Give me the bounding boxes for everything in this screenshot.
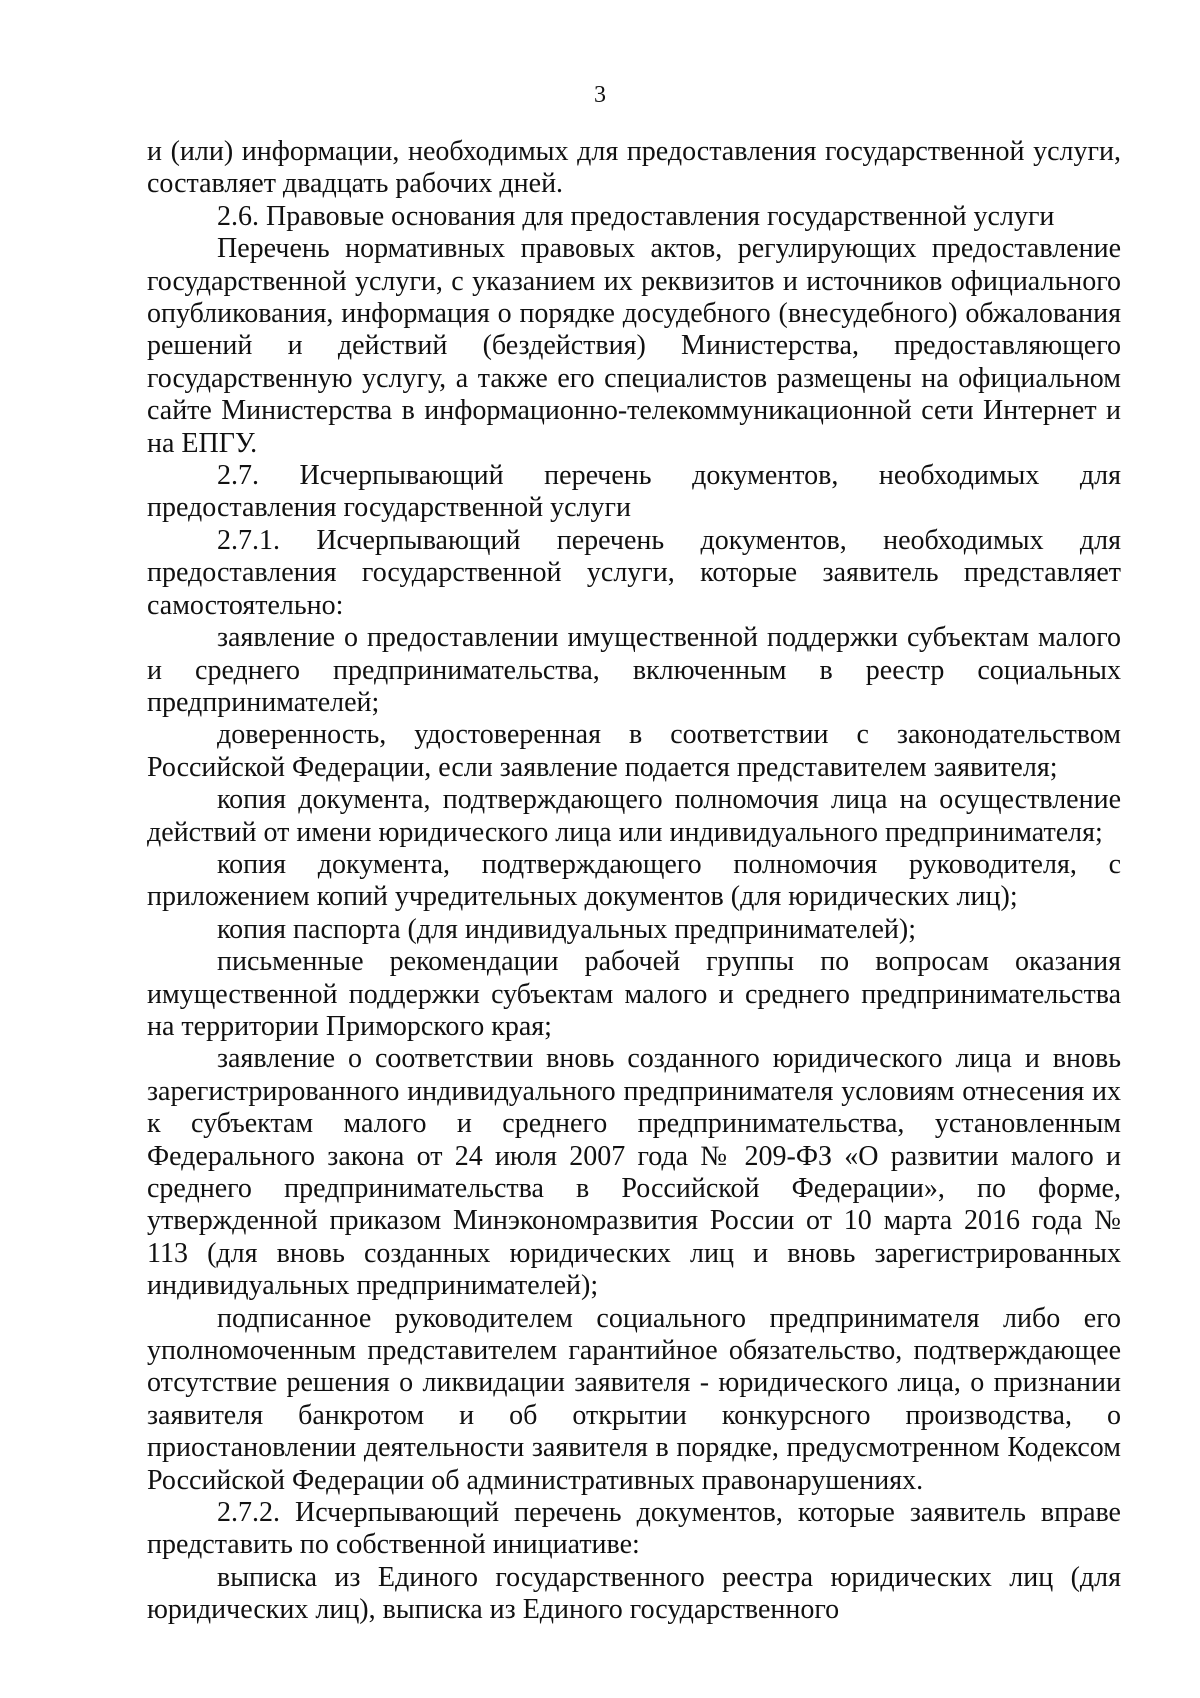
- list-item-application: заявление о предоставлении имущественной поддержки субъектам малого и среднего предпринимательства, включенным в реестр социальных предпринимателей;: [147, 622, 1121, 718]
- section-heading-2-7: 2.7. Исчерпывающий перечень документов, необходимых для предоставления государственной услуги: [147, 460, 1121, 524]
- section-heading-2-7-2: 2.7.2. Исчерпывающий перечень документов, которые заявитель вправе представить по собственной инициативе:: [147, 1497, 1121, 1561]
- paragraph-continuation: и (или) информации, необходимых для предоставления государственной услуги, составляет двадцать рабочих дней.: [147, 136, 1121, 200]
- list-item-passport-copy: копия паспорта (для индивидуальных предпринимателей);: [217, 913, 917, 945]
- list-item-working-group-recommendations: письменные рекомендации рабочей группы по вопросам оказания имущественной поддержки субъектам малого и среднего предпринимательства на территории Приморского края;: [147, 946, 1121, 1042]
- list-item-compliance-statement: заявление о соответствии вновь созданного юридического лица и вновь зарегистрированного индивидуального предпринимателя условиям отнесения их к субъектам малого и среднего предпринимательства, установленным Федерального закона от 24 июля 2007 года № 209-ФЗ «О развитии малого и среднего предпринимательства в Российской Федерации», по форме, утвержденной приказом Минэкономразвития России от 10 марта 2016 года № 113 (для вновь созданных юридических лиц и вновь зарегистрированных индивидуальных предпринимателей);: [147, 1043, 1121, 1302]
- document-body: [147, 136, 1121, 1627]
- list-item-power-of-attorney: доверенность, удостоверенная в соответствии с законодательством Российской Федерации, если заявление подается представителем заявителя;: [147, 719, 1121, 783]
- section-heading-2-6: 2.6. Правовые основания для предоставления государственной услуги: [217, 200, 1055, 232]
- paragraph-legal-acts: Перечень нормативных правовых актов, регулирующих предоставление государственной услуги, с указанием их реквизитов и источников официального опубликования, информация о порядке досудебного (внесудебного) обжалования решений и действий (бездействия) Министерства, предоставляющего государственную услугу, а также его специалистов размещены на официальном сайте Министерства в информационно-телекоммуникационной сети Интернет и на ЕПГУ.: [147, 233, 1121, 459]
- list-item-guarantee-obligation: подписанное руководителем социального предпринимателя либо его уполномоченным представителем гарантийное обязательство, подтверждающее отсутствие решения о ликвидации заявителя - юридического лица, о признании заявителя банкротом и об открытии конкурсного производства, о приостановлении деятельности заявителя в порядке, предусмотренном Кодексом Российской Федерации об административных правонарушениях.: [147, 1302, 1121, 1496]
- list-item-authority-copy: копия документа, подтверждающего полномочия лица на осуществление действий от имени юридического лица или индивидуального предпринимателя;: [147, 784, 1121, 848]
- section-heading-2-7-1: 2.7.1. Исчерпывающий перечень документов, необходимых для предоставления государственной услуги, которые заявитель представляет самостоятельно:: [147, 524, 1121, 621]
- list-item-registry-extract: выписка из Единого государственного реестра юридических лиц (для юридических лиц), выписка из Единого государственного: [147, 1561, 1121, 1626]
- list-item-director-authority-copy: копия документа, подтверждающего полномочия руководителя, с приложением копий учредительных документов (для юридических лиц);: [147, 848, 1121, 913]
- page-number: 3: [594, 82, 606, 108]
